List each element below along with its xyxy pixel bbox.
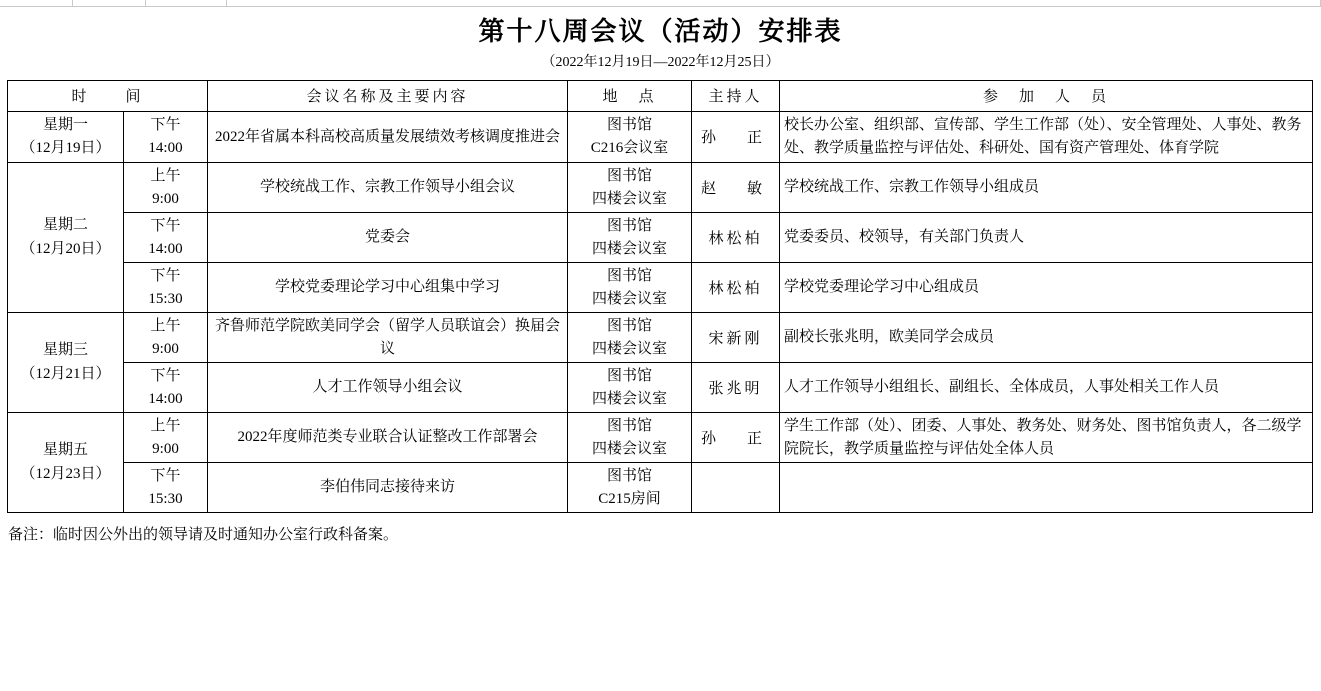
period-label: 下午 (150, 368, 181, 385)
time-cell (124, 313, 208, 363)
time-value: 9:00 (152, 340, 179, 357)
column-header-time: 时 间 (8, 80, 208, 111)
time-cell (124, 263, 208, 313)
time-value: 15:30 (148, 490, 183, 507)
page-subtitle: （2022年12月19日—2022年12月25日） (541, 54, 780, 70)
time-value: 9:00 (152, 440, 179, 457)
time-cell (124, 163, 208, 213)
day-cell (8, 111, 124, 163)
period-label: 上午 (150, 418, 181, 435)
place-cell (568, 163, 692, 213)
strip-cell-2 (73, 0, 146, 6)
place-cell (568, 213, 692, 263)
day-cell (8, 313, 124, 413)
attendees-cell: 党委委员、校领导，有关部门负责人 (780, 213, 1313, 263)
place-line-1: 图书馆 (607, 268, 653, 285)
time-cell (124, 363, 208, 413)
table-row (8, 163, 1313, 213)
topic-cell: 2022年省属本科高校高质量发展绩效考核调度推进会 (208, 111, 568, 163)
period-label: 下午 (150, 218, 181, 235)
attendees-cell: 副校长张兆明，欧美同学会成员 (780, 313, 1313, 363)
period-label: 下午 (150, 468, 181, 485)
topic-cell: 党委会 (208, 213, 568, 263)
place-line-2: 四楼会议室 (592, 240, 668, 257)
day-name: 星期一 (42, 116, 88, 133)
column-header-place: 地 点 (568, 80, 692, 111)
topic-cell: 齐鲁师范学院欧美同学会（留学人员联谊会）换届会议 (208, 313, 568, 363)
place-cell (568, 463, 692, 513)
day-name: 星期三 (42, 342, 88, 359)
day-date: （12月23日） (20, 465, 111, 482)
strip-cell-1 (0, 0, 73, 6)
strip-cell-3 (146, 0, 227, 6)
time-value: 15:30 (148, 290, 183, 307)
place-line-1: 图书馆 (607, 418, 653, 435)
time-value: 14:00 (148, 139, 183, 156)
topic-cell: 2022年度师范类专业联合认证整改工作部署会 (208, 413, 568, 463)
column-header-topic: 会议名称及主要内容 (208, 80, 568, 111)
day-cell (8, 163, 124, 313)
place-line-2: 四楼会议室 (592, 440, 668, 457)
host-cell: 孙 正 (692, 111, 780, 163)
place-line-2: 四楼会议室 (592, 390, 668, 407)
place-line-1: 图书馆 (607, 218, 653, 235)
day-name: 星期五 (42, 442, 88, 459)
table-row (8, 313, 1313, 363)
table-row (8, 213, 1313, 263)
strip-cell-4 (227, 0, 1321, 6)
period-label: 下午 (150, 117, 181, 134)
table-row (8, 111, 1313, 163)
place-line-1: 图书馆 (607, 318, 653, 335)
attendees-cell: 学校党委理论学习中心组成员 (780, 263, 1313, 313)
place-cell (568, 413, 692, 463)
column-header-attendees: 参 加 人 员 (780, 80, 1313, 111)
host-cell: 孙 正 (692, 413, 780, 463)
place-line-1: 图书馆 (607, 468, 653, 485)
attendees-cell: 人才工作领导小组组长、副组长、全体成员，人事处相关工作人员 (780, 363, 1313, 413)
page-title: 第十八周会议（活动）安排表 (478, 17, 843, 46)
table-row (8, 363, 1313, 413)
day-date: （12月20日） (20, 240, 111, 257)
day-date: （12月19日） (20, 139, 111, 156)
table-row (8, 413, 1313, 463)
table-row (8, 463, 1313, 513)
place-line-1: 图书馆 (607, 368, 653, 385)
period-label: 下午 (150, 268, 181, 285)
meeting-schedule-table (7, 80, 1313, 514)
place-cell (568, 363, 692, 413)
day-name: 星期二 (42, 217, 88, 234)
attendees-cell: 校长办公室、组织部、宣传部、学生工作部（处）、安全管理处、人事处、教务处、教学质量监控与评估处、科研处、国有资产管理处、体育学院 (780, 111, 1313, 163)
attendees-cell (780, 463, 1313, 513)
topic-cell: 李伯伟同志接待来访 (208, 463, 568, 513)
place-cell (568, 263, 692, 313)
attendees-cell: 学校统战工作、宗教工作领导小组成员 (780, 163, 1313, 213)
place-line-2: 四楼会议室 (592, 290, 668, 307)
place-line-2: C215房间 (598, 490, 661, 507)
topic-cell: 学校统战工作、宗教工作领导小组会议 (208, 163, 568, 213)
time-cell (124, 413, 208, 463)
place-cell (568, 111, 692, 163)
time-value: 14:00 (148, 240, 183, 257)
host-cell: 赵 敏 (692, 163, 780, 213)
host-cell: 张兆明 (692, 363, 780, 413)
place-line-2: C216会议室 (590, 139, 669, 156)
place-line-2: 四楼会议室 (592, 190, 668, 207)
place-cell (568, 313, 692, 363)
day-date: （12月21日） (20, 365, 111, 382)
day-cell (8, 413, 124, 513)
topic-cell: 学校党委理论学习中心组集中学习 (208, 263, 568, 313)
period-label: 上午 (150, 168, 181, 185)
footer-note: 备注：临时因公外出的领导请及时通知办公室行政科备案。 (8, 527, 399, 544)
period-label: 上午 (150, 318, 181, 335)
spreadsheet-column-strip (0, 0, 1321, 7)
time-cell (124, 213, 208, 263)
table-header-row (8, 80, 1313, 111)
time-value: 14:00 (148, 390, 183, 407)
time-value: 9:00 (152, 190, 179, 207)
host-cell: 林松柏 (692, 213, 780, 263)
time-cell (124, 111, 208, 163)
column-header-host: 主持人 (692, 80, 780, 111)
place-line-2: 四楼会议室 (592, 340, 668, 357)
table-row (8, 263, 1313, 313)
topic-cell: 人才工作领导小组会议 (208, 363, 568, 413)
attendees-cell: 学生工作部（处）、团委、人事处、教务处、财务处、图书馆负责人，各二级学院院长，教学质量监控与评估处全体人员 (780, 413, 1313, 463)
time-cell (124, 463, 208, 513)
place-line-1: 图书馆 (607, 168, 653, 185)
host-cell: 林松柏 (692, 263, 780, 313)
place-line-1: 图书馆 (607, 117, 653, 134)
host-cell: 宋新刚 (692, 313, 780, 363)
host-cell (692, 463, 780, 513)
